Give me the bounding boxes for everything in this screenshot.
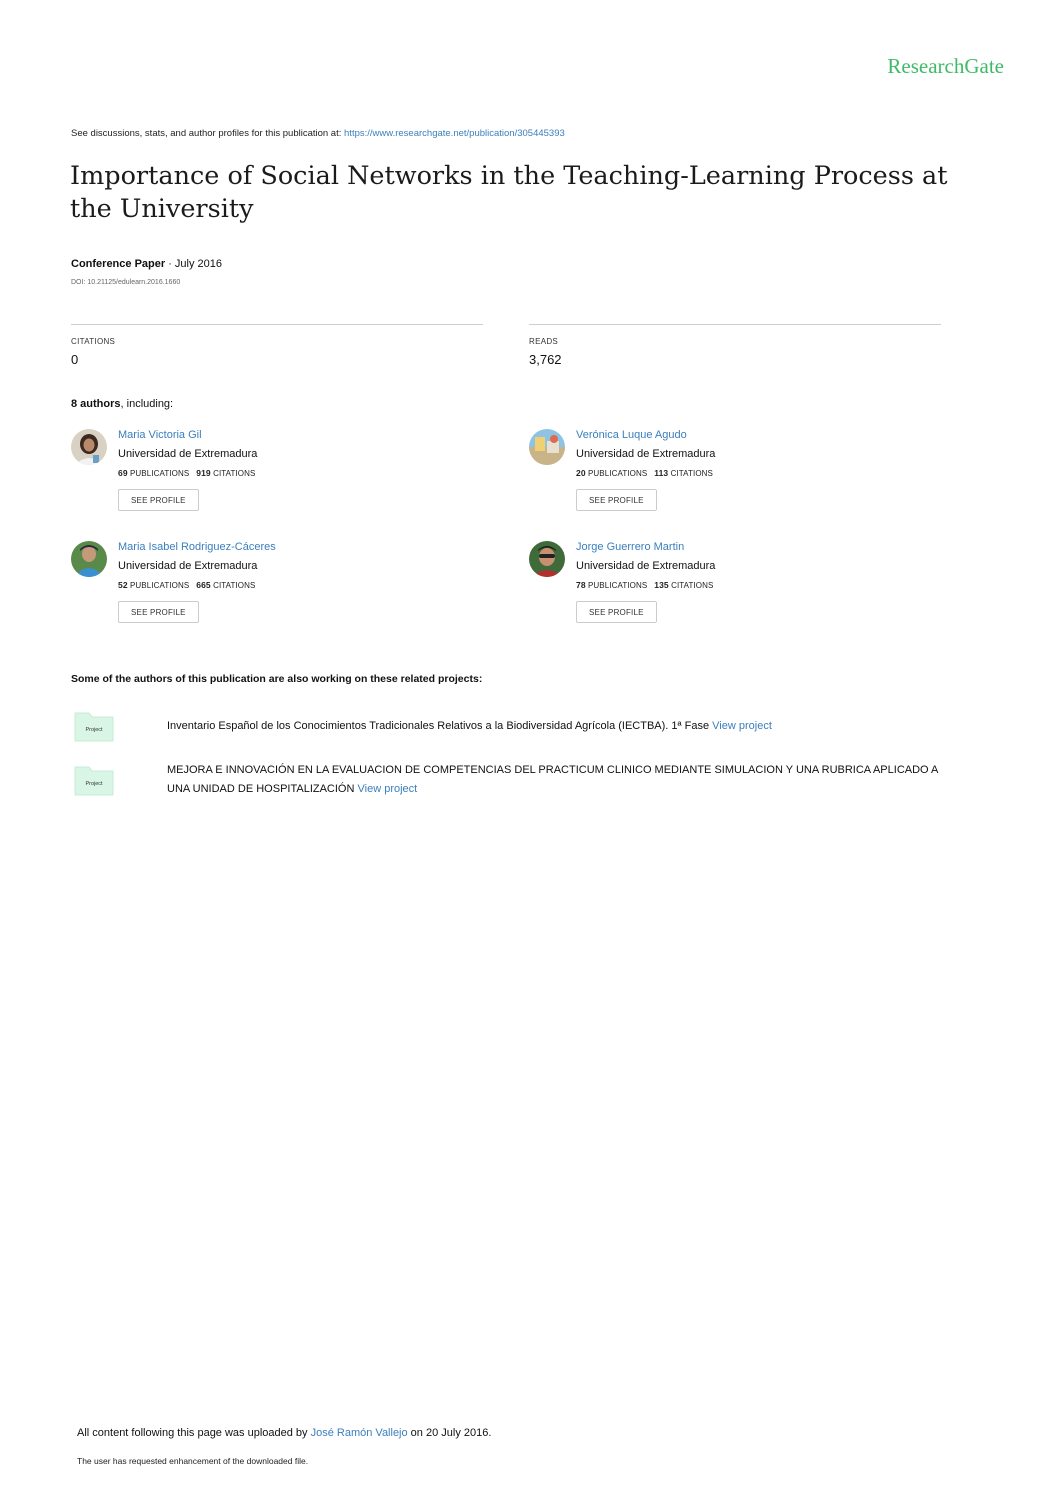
see-profile-button[interactable]: SEE PROFILE — [576, 489, 657, 511]
citations-label: CITATIONS — [71, 337, 116, 346]
author-citations-count: 113 — [654, 468, 669, 478]
author-stats — [576, 468, 715, 478]
project-folder-icon — [74, 764, 114, 796]
publication-doi: DOI: 10.21125/edulearn.2016.1660 — [71, 279, 181, 286]
author-info — [576, 429, 715, 511]
author-name-link[interactable]: Maria Isabel Rodriguez-Cáceres — [118, 541, 276, 553]
author-publications-label: PUBLICATIONS — [129, 469, 190, 478]
publication-intro — [71, 128, 565, 139]
author-name-link[interactable]: Verónica Luque Agudo — [576, 429, 687, 441]
author-publications-label: PUBLICATIONS — [129, 581, 190, 590]
projects-heading: Some of the authors of this publication are also working on these related projects: — [71, 673, 483, 685]
author-citations-label: CITATIONS — [670, 469, 713, 478]
author-publications-count: 78 — [576, 580, 586, 590]
citations-stat — [71, 324, 483, 367]
avatar[interactable] — [529, 429, 565, 465]
enhancement-note: The user has requested enhancement of the downloaded file. — [77, 1456, 309, 1466]
author-stats — [576, 580, 715, 590]
publication-url-link[interactable]: https://www.researchgate.net/publication/305445393 — [344, 128, 565, 139]
see-profile-button[interactable]: SEE PROFILE — [576, 601, 657, 623]
author-institution: Universidad de Extremadura — [118, 448, 258, 460]
project-icon-label: Project — [85, 781, 103, 787]
see-profile-button[interactable]: SEE PROFILE — [118, 489, 199, 511]
project-folder-icon — [74, 710, 114, 742]
avatar[interactable] — [71, 429, 107, 465]
author-institution: Universidad de Extremadura — [576, 448, 716, 460]
intro-text: See discussions, stats, and author profiles for this publication at: — [71, 128, 345, 139]
reads-stat — [529, 324, 941, 367]
project-description — [167, 761, 952, 799]
authors-heading — [71, 398, 173, 410]
author-publications-count: 52 — [118, 580, 128, 590]
author-institution: Universidad de Extremadura — [118, 560, 258, 572]
publication-date: · July 2016 — [165, 258, 223, 270]
author-publications-count: 20 — [576, 468, 586, 478]
author-info — [118, 429, 257, 511]
uploader-link[interactable]: José Ramón Vallejo — [310, 1427, 408, 1439]
reads-label: READS — [529, 337, 559, 346]
author-citations-count: 919 — [196, 468, 211, 478]
view-project-link[interactable]: View project — [712, 720, 772, 732]
page-title: Importance of Social Networks in the Teaching-Learning Process at the University — [70, 161, 948, 224]
upload-suffix: on 20 July 2016. — [407, 1427, 492, 1439]
publication-meta — [71, 258, 222, 270]
reads-value: 3,762 — [529, 352, 562, 367]
authors-count: 8 authors — [71, 398, 121, 410]
author-info — [118, 541, 276, 623]
upload-notice — [77, 1427, 491, 1439]
researchgate-logo[interactable]: ResearchGate — [887, 54, 1004, 78]
upload-prefix: All content following this page was uploaded by — [77, 1427, 311, 1439]
authors-suffix: , including: — [120, 398, 174, 410]
citations-value: 0 — [71, 352, 79, 367]
project-icon-label: Project — [85, 727, 103, 733]
author-citations-label: CITATIONS — [671, 581, 714, 590]
avatar-photo-icon — [71, 541, 107, 577]
author-institution: Universidad de Extremadura — [576, 560, 716, 572]
author-publications-count: 69 — [118, 468, 128, 478]
avatar-photo-icon — [529, 429, 565, 465]
author-citations-label: CITATIONS — [213, 581, 256, 590]
view-project-link[interactable]: View project — [357, 783, 418, 795]
project-description — [167, 717, 952, 736]
avatar[interactable] — [71, 541, 107, 577]
project-title: MEJORA E INNOVACIÓN EN LA EVALUACION DE COMPETENCIAS DEL PRACTICUM CLINICO MEDIANTE SIMULACION Y UNA RUBRICA APLICADO A UNA UNIDAD DE HOSPITALIZACIÓN — [167, 764, 938, 795]
author-card — [529, 541, 949, 641]
author-card — [71, 429, 491, 529]
author-stats — [118, 580, 276, 590]
author-citations-label: CITATIONS — [213, 469, 256, 478]
author-publications-label: PUBLICATIONS — [587, 581, 648, 590]
avatar-photo-icon — [71, 429, 107, 465]
avatar-photo-icon — [529, 541, 565, 577]
see-profile-button[interactable]: SEE PROFILE — [118, 601, 199, 623]
author-stats — [118, 468, 257, 478]
publication-type: Conference Paper — [71, 258, 166, 270]
author-name-link[interactable]: Jorge Guerrero Martin — [576, 541, 685, 553]
author-publications-label: PUBLICATIONS — [587, 469, 648, 478]
avatar[interactable] — [529, 541, 565, 577]
author-card — [71, 541, 491, 641]
author-citations-count: 135 — [654, 580, 669, 590]
project-title: Inventario Español de los Conocimientos Tradicionales Relativos a la Biodiversidad Agrícola (IECTBA). 1ª Fase — [167, 720, 713, 732]
author-card — [529, 429, 949, 529]
author-name-link[interactable]: Maria Victoria Gil — [118, 429, 202, 441]
author-citations-count: 665 — [196, 580, 211, 590]
author-info — [576, 541, 715, 623]
